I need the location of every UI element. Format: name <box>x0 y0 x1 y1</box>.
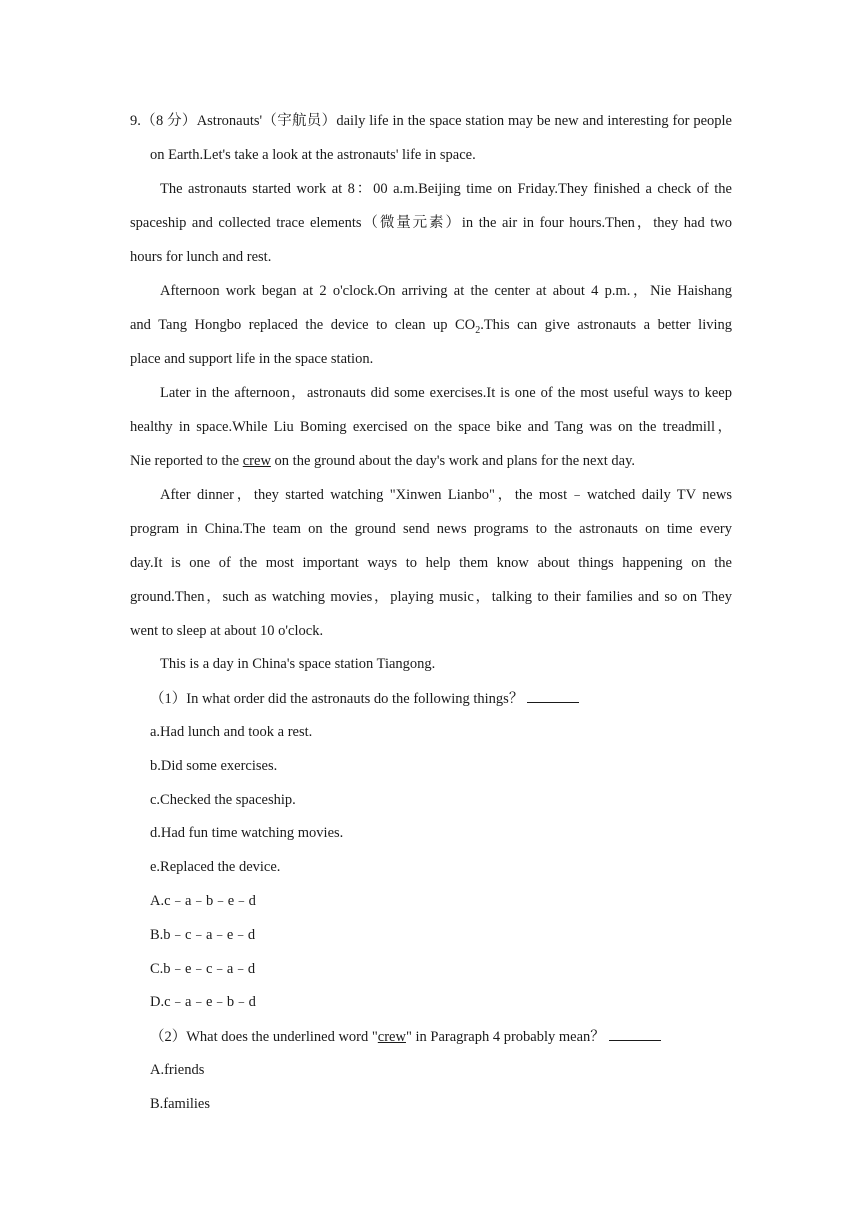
question-1-prompt-text: （1）In what order did the astronauts do the following things？ <box>150 691 524 707</box>
question-1-item-a: a.Had lunch and took a rest. <box>150 724 313 740</box>
question-2-option-a[interactable]: A.friends <box>150 1062 205 1078</box>
question-1-option-b[interactable]: B.b﹣c﹣a﹣e﹣d <box>150 927 256 943</box>
question-1-item-d: d.Had fun time watching movies. <box>150 825 344 841</box>
paragraph-2-line-1: Afternoon work began at 2 o'clock.On arriving at the center at about 4 p.m.，Nie Haishang <box>160 283 732 299</box>
question-2-prompt-before: （2）What does the underlined word " <box>150 1029 378 1045</box>
paragraph-4-line-3: day.It is one of the most important ways to help them know about things happening on the <box>130 555 732 571</box>
question-1-prompt <box>150 688 579 708</box>
paragraph-2-line-3: place and support life in the space station. <box>130 351 374 367</box>
paragraph-3-line-3 <box>130 451 635 471</box>
question-heading-continued: on Earth.Let's take a look at the astronauts' life in space. <box>150 147 476 163</box>
paragraph-3-text-b: on the ground about the day's work and plans for the next day. <box>270 453 636 469</box>
paragraph-4-line-5: went to sleep at about 10 o'clock. <box>130 623 324 639</box>
paragraph-1-line-2: spaceship and collected trace elements（微量元素）in the air in four hours.Then，they had two <box>130 215 732 231</box>
paragraph-4-line-1: After dinner，they started watching "Xinwen Lianbo"，the most﹣watched daily TV news <box>160 487 732 503</box>
paragraph-2-text-a: and Tang Hongbo replaced the device to clean up CO <box>130 317 476 333</box>
paragraph-3-line-2: healthy in space.While Liu Boming exercised on the space bike and Tang was on the treadmill， <box>130 419 732 435</box>
paragraph-2-text-b: .This can give astronauts a better living <box>480 317 733 333</box>
question-1-option-d[interactable]: D.c﹣a﹣e﹣b﹣d <box>150 994 256 1010</box>
paragraph-3-line-1: Later in the afternoon，astronauts did some exercises.It is one of the most useful ways to keep <box>160 385 732 401</box>
paragraph-2-line-2 <box>130 315 732 335</box>
question-2-prompt <box>150 1026 661 1046</box>
question-1-option-c[interactable]: C.b﹣e﹣c﹣a﹣d <box>150 961 256 977</box>
co2-subscript: 2 <box>475 324 481 336</box>
paragraph-5: This is a day in China's space station Tiangong. <box>160 656 436 672</box>
paragraph-1-line-3: hours for lunch and rest. <box>130 249 272 265</box>
question-2-prompt-after: " in Paragraph 4 probably mean？ <box>405 1029 605 1045</box>
underlined-word-crew: crew <box>242 453 271 469</box>
question-2-option-b[interactable]: B.families <box>150 1096 211 1112</box>
question-2-underlined-word: crew <box>377 1029 406 1045</box>
question-heading: 9.（8 分）Astronauts'（宇航员）daily life in the space station may be new and interesting for people <box>130 113 732 129</box>
question-1-item-c: c.Checked the spaceship. <box>150 792 296 808</box>
paragraph-3-text-a: Nie reported to the <box>130 453 243 469</box>
paragraph-1-line-1: The astronauts started work at 8：00 a.m.Beijing time on Friday.They finished a check of the <box>160 181 732 197</box>
question-1-item-b: b.Did some exercises. <box>150 758 278 774</box>
answer-blank-2[interactable] <box>609 1026 661 1041</box>
paragraph-4-line-2: program in China.The team on the ground send news programs to the astronauts on time every <box>130 521 732 537</box>
question-1-item-e: e.Replaced the device. <box>150 859 281 875</box>
paragraph-4-line-4: ground.Then，such as watching movies，playing music，talking to their families and so on They <box>130 589 732 605</box>
answer-blank-1[interactable] <box>527 688 579 703</box>
question-1-option-a[interactable]: A.c﹣a﹣b﹣e﹣d <box>150 893 256 909</box>
